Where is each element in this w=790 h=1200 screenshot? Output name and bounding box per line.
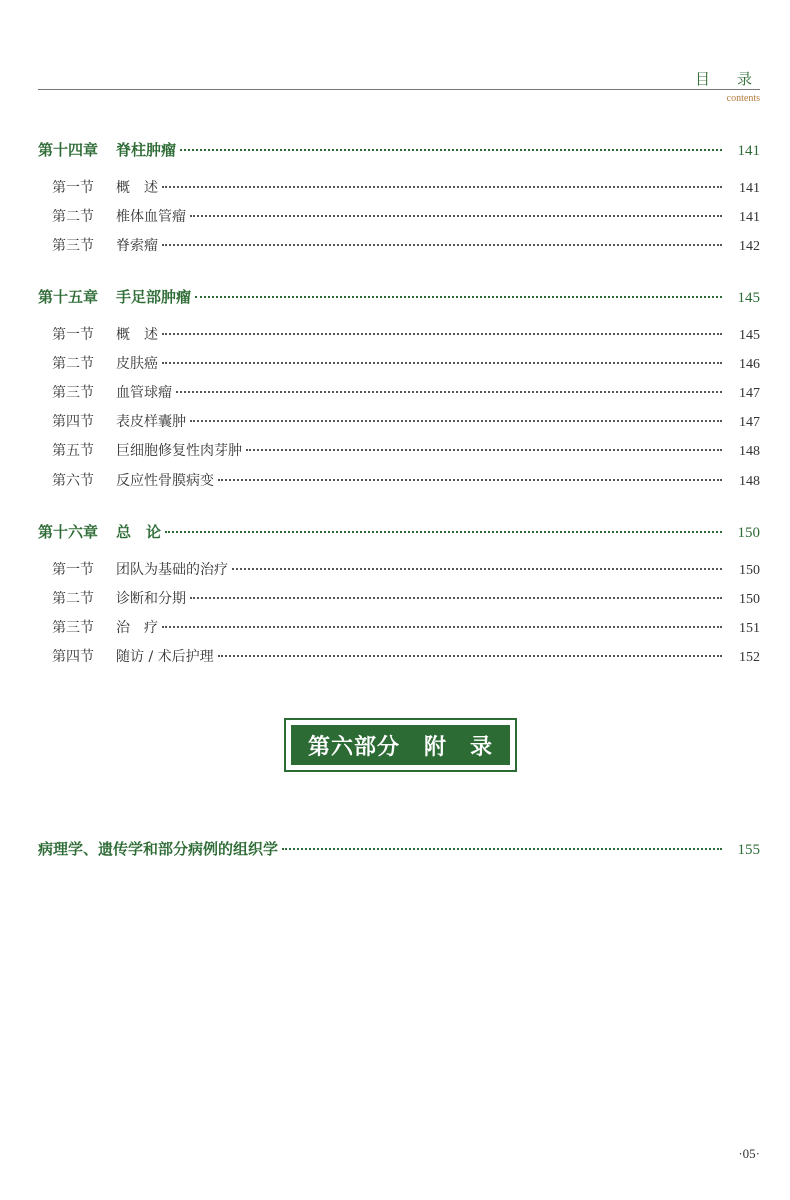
toc-section[interactable]: [38, 559, 760, 579]
dot-leader: [162, 186, 722, 188]
section-number: 第一节: [52, 327, 94, 343]
toc-section[interactable]: [38, 382, 760, 402]
section-number: 第三节: [52, 238, 94, 254]
dot-leader: [190, 215, 722, 217]
chapter-number: 第十五章: [38, 288, 99, 306]
toc-section[interactable]: [38, 324, 760, 344]
section-page: 147: [739, 386, 760, 401]
section-page: 147: [739, 415, 760, 430]
section-number: 第三节: [52, 620, 94, 636]
dot-leader: [246, 449, 722, 451]
part-heading: [291, 725, 510, 765]
chapter-title: 脊柱肿瘤: [116, 141, 177, 159]
dot-leader: [282, 848, 722, 850]
toc-appendix-entry[interactable]: [38, 838, 760, 859]
chapter-number: 第十四章: [38, 141, 99, 159]
dot-leader: [162, 626, 722, 628]
dot-leader: [218, 655, 722, 657]
toc-chapter-14[interactable]: [38, 139, 760, 160]
section-page: 142: [739, 239, 760, 254]
appendix-page: 155: [737, 842, 760, 858]
dot-leader: [162, 333, 722, 335]
section-page: 148: [739, 474, 760, 489]
dot-leader: [232, 568, 722, 570]
toc-section[interactable]: [38, 588, 760, 608]
section-title: 概 述: [116, 180, 158, 196]
section-page: 141: [739, 210, 760, 225]
toc-section[interactable]: [38, 646, 760, 666]
appendix-title: 病理学、遗传学和部分病例的组织学: [38, 840, 279, 858]
chapter-title: 总 论: [116, 523, 162, 541]
toc-section[interactable]: [38, 235, 760, 255]
toc-chapter-15[interactable]: [38, 286, 760, 307]
dot-leader: [180, 149, 722, 151]
section-page: 145: [739, 328, 760, 343]
section-title: 诊断和分期: [116, 591, 186, 607]
footer-page-number: ·05·: [738, 1146, 760, 1161]
dot-leader: [190, 420, 722, 422]
section-number: 第二节: [52, 209, 94, 225]
section-title: 团队为基础的治疗: [116, 562, 228, 578]
chapter-title: 手足部肿瘤: [116, 288, 192, 306]
section-number: 第一节: [52, 180, 94, 196]
section-number: 第一节: [52, 562, 94, 578]
section-title: 随访 / 术后护理: [116, 649, 214, 665]
dot-leader: [218, 479, 722, 481]
section-number: 第二节: [52, 591, 94, 607]
section-title: 脊索瘤: [116, 238, 158, 254]
section-number: 第四节: [52, 649, 94, 665]
section-title: 椎体血管瘤: [116, 209, 186, 225]
section-title: 概 述: [116, 327, 158, 343]
section-title: 反应性骨膜病变: [116, 473, 214, 489]
section-title: 皮肤癌: [116, 356, 158, 372]
dot-leader: [162, 362, 722, 364]
section-title: 巨细胞修复性肉芽肿: [116, 443, 242, 459]
chapter-page: 145: [737, 290, 760, 306]
chapter-number: 第十六章: [38, 523, 99, 541]
dot-leader: [176, 391, 722, 393]
section-number: 第二节: [52, 356, 94, 372]
part-title: 附 录: [424, 734, 494, 760]
header-title: 目 录: [694, 70, 758, 88]
dot-leader: [162, 244, 722, 246]
dot-leader: [190, 597, 722, 599]
toc-section[interactable]: [38, 353, 760, 373]
section-title: 血管球瘤: [116, 385, 172, 401]
section-title: 表皮样囊肿: [116, 414, 186, 430]
section-page: 148: [739, 444, 760, 459]
toc-section[interactable]: [38, 617, 760, 637]
section-number: 第六节: [52, 473, 94, 489]
header-rule: [38, 89, 760, 90]
section-number: 第四节: [52, 414, 94, 430]
section-title: 治 疗: [116, 620, 158, 636]
chapter-page: 141: [737, 143, 760, 159]
dot-leader: [195, 296, 722, 298]
toc-section[interactable]: [38, 206, 760, 226]
section-page: 150: [739, 563, 760, 578]
toc-section[interactable]: [38, 470, 760, 490]
part-number: 第六部分: [307, 734, 400, 760]
section-page: 141: [739, 181, 760, 196]
section-number: 第三节: [52, 385, 94, 401]
toc-section[interactable]: [38, 411, 760, 431]
section-page: 152: [739, 650, 760, 665]
dot-leader: [165, 531, 722, 533]
toc-chapter-16[interactable]: [38, 521, 760, 542]
section-number: 第五节: [52, 443, 94, 459]
header-subtitle: contents: [726, 93, 760, 104]
toc-section[interactable]: [38, 440, 760, 460]
chapter-page: 150: [737, 525, 760, 541]
toc-section[interactable]: [38, 177, 760, 197]
section-page: 150: [739, 592, 760, 607]
part-heading-box: [284, 718, 517, 772]
section-page: 151: [739, 621, 760, 636]
section-page: 146: [739, 357, 760, 372]
